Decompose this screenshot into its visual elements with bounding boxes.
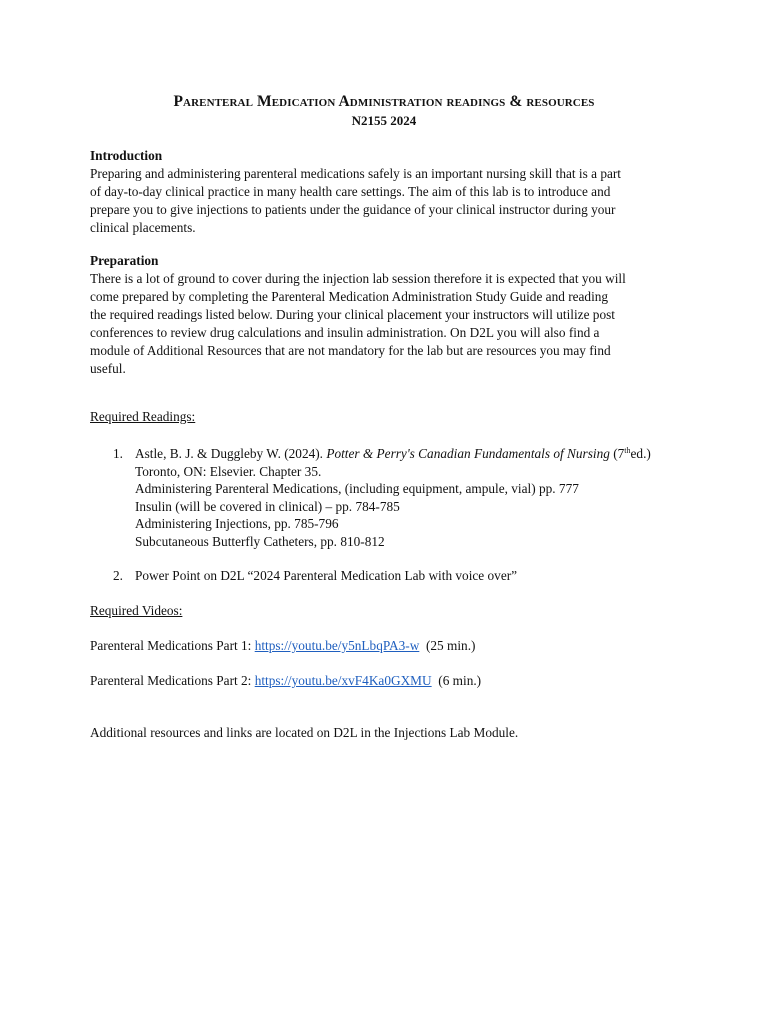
introduction-section <box>90 147 690 237</box>
citation-edition-superscript: th <box>624 446 631 455</box>
reading-detail-line: Subcutaneous Butterfly Catheters, pp. 810-812 <box>135 533 385 549</box>
additional-resources-note: Additional resources and links are located on D2L in the Injections Lab Module. <box>90 725 519 740</box>
video-link[interactable]: https://youtu.be/xvF4Ka0GXMU <box>254 673 432 688</box>
reading-detail-line: Administering Injections, pp. 785-796 <box>135 516 339 531</box>
video-link[interactable]: https://youtu.be/y5nLbqPA3-w <box>254 638 420 653</box>
introduction-heading: Introduction <box>90 148 163 163</box>
citation-edition-suffix: ed.) <box>630 446 651 461</box>
preparation-line: come prepared by completing the Parenteral Medication Administration Study Guide and reading <box>90 289 609 304</box>
introduction-line: prepare you to give injections to patients under the guidance of your clinical instructor during your <box>90 202 616 217</box>
reading-item <box>113 567 693 585</box>
reading-citation <box>135 445 693 463</box>
introduction-line: clinical placements. <box>90 220 196 235</box>
reading-item <box>113 445 693 550</box>
reading-item-text: Power Point on D2L “2024 Parenteral Medication Lab with voice over” <box>135 568 518 583</box>
reading-item-number: 2. <box>113 568 123 583</box>
reading-item-number: 1. <box>113 446 123 461</box>
video-label: Parenteral Medications Part 1: <box>90 638 255 653</box>
introduction-line: of day-to-day clinical practice in many health care settings. The aim of this lab is to introduce and <box>90 184 611 199</box>
video-entry <box>90 672 690 690</box>
preparation-line: There is a lot of ground to cover during the injection lab session therefore it is expected that you will <box>90 271 626 286</box>
citation-book-title: Potter & Perry's Canadian Fundamentals of Nursing <box>326 446 610 461</box>
reading-detail-line: Insulin (will be covered in clinical) – pp. 784-785 <box>135 498 400 514</box>
document-subtitle: N2155 2024 <box>351 113 417 128</box>
reading-detail-line: Administering Parenteral Medications, (including equipment, ampule, vial) pp. 777 <box>135 481 579 496</box>
required-videos-heading: Required Videos: <box>90 603 183 618</box>
citation-edition: (7 <box>609 446 625 461</box>
preparation-line: module of Additional Resources that are not mandatory for the lab but are resources you may find <box>90 343 611 358</box>
preparation-line: useful. <box>90 361 126 376</box>
video-duration: (25 min.) <box>419 638 476 653</box>
video-label: Parenteral Medications Part 2: <box>90 673 255 688</box>
preparation-line: the required readings listed below. During your clinical placement your instructors will utilize post <box>90 307 615 322</box>
preparation-line: conferences to review drug calculations and insulin administration. On D2L you will also find a <box>90 325 600 340</box>
reading-detail-line: Toronto, ON: Elsevier. Chapter 35. <box>135 463 322 479</box>
introduction-line: Preparing and administering parenteral medications safely is an important nursing skill that is a part <box>90 166 621 181</box>
video-entry <box>90 637 690 655</box>
preparation-heading: Preparation <box>90 253 159 268</box>
citation-author: Astle, B. J. & Duggleby W. (2024). <box>135 446 327 461</box>
required-readings-heading: Required Readings: <box>90 409 196 424</box>
preparation-section <box>90 252 690 378</box>
document-title: Parenteral Medication Administration readings & resources <box>173 93 595 110</box>
video-duration: (6 min.) <box>431 673 482 688</box>
